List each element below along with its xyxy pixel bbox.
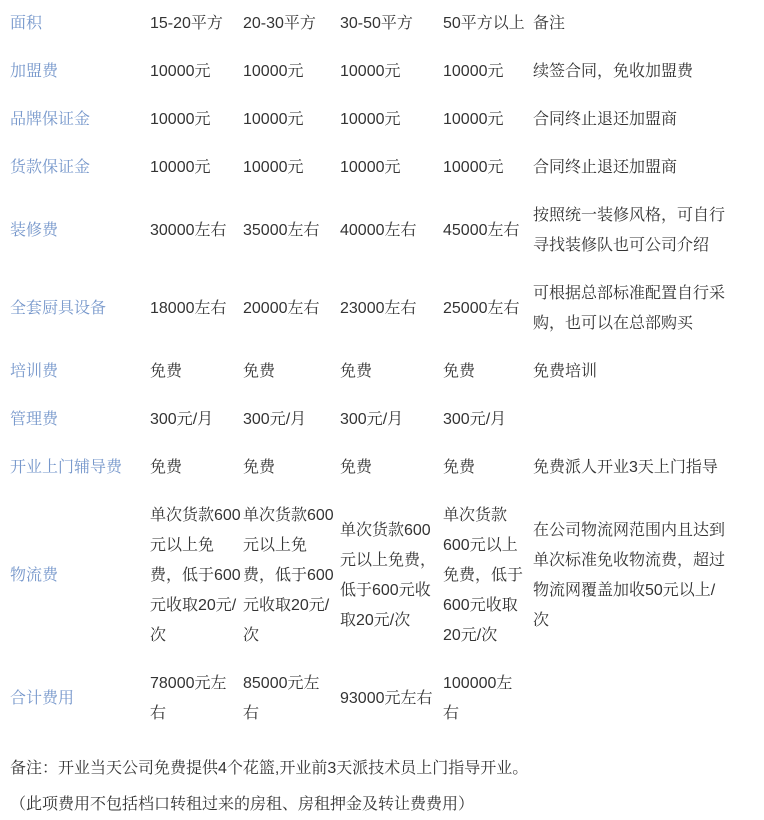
fee-value: 18000左右 (150, 300, 227, 317)
row-label: 合计费用 (10, 690, 75, 707)
column-header: 备注 (533, 15, 566, 32)
franchise-fee-table (10, 0, 764, 738)
fee-value: 免费 (443, 363, 476, 380)
fee-value: 300元/月 (443, 411, 507, 428)
remark-cell: 免费派人开业3天上门指导 (533, 459, 718, 476)
footnote-opening-support: 备注：开业当天公司免费提供4个花篮,开业前3天派技术员上门指导开业。 (10, 760, 529, 777)
fee-value: 25000左右 (443, 300, 520, 317)
fee-value: 单次货款600元以上免费，低于600元收取20元/次 (443, 507, 524, 644)
fee-value: 单次货款600元以上免费，低于600元收取20元/次 (243, 507, 334, 644)
fee-value: 免费 (150, 459, 183, 476)
remark-cell: 免费培训 (533, 363, 598, 380)
row-label: 开业上门辅导费 (10, 459, 123, 476)
fee-value: 23000左右 (340, 300, 417, 317)
fee-value: 35000左右 (243, 222, 320, 239)
fee-value: 10000元 (150, 111, 211, 128)
fee-value: 10000元 (443, 159, 504, 176)
fee-value: 单次货款600元以上免费，低于600元收取20元/次 (150, 507, 241, 644)
fee-value: 10000元 (243, 63, 304, 80)
column-header: 50平方以上 (443, 15, 525, 32)
fee-value: 免费 (443, 459, 476, 476)
fee-value: 10000元 (150, 63, 211, 80)
row-label: 全套厨具设备 (10, 300, 107, 317)
footnotes (10, 752, 764, 820)
row-label: 加盟费 (10, 63, 59, 80)
fee-value: 10000元 (150, 159, 211, 176)
fee-row (10, 192, 764, 270)
fee-value: 单次货款600元以上免费，低于600元收取20元/次 (340, 522, 437, 629)
row-label: 装修费 (10, 222, 59, 239)
fee-value: 93000元左右 (340, 690, 433, 707)
remark-cell: 续签合同，免收加盟费 (533, 63, 694, 80)
fee-row (10, 396, 764, 444)
row-label: 货款保证金 (10, 159, 91, 176)
remark-cell: 合同终止退还加盟商 (533, 159, 678, 176)
remark-cell: 按照统一装修风格，可自行寻找装修队也可公司介绍 (533, 207, 726, 254)
fee-value: 40000左右 (340, 222, 417, 239)
remark-cell: 在公司物流网范围内且达到单次标准免收物流费，超过物流网覆盖加收50元以上/次 (533, 522, 726, 629)
row-label: 品牌保证金 (10, 111, 91, 128)
fee-row (10, 48, 764, 96)
fee-value: 85000元左右 (243, 675, 320, 722)
column-header: 20-30平方 (243, 15, 316, 32)
fee-value: 免费 (243, 363, 276, 380)
column-header: 15-20平方 (150, 15, 223, 32)
fee-value: 78000元左右 (150, 675, 227, 722)
fee-table-body (10, 0, 764, 738)
fee-row (10, 144, 764, 192)
fee-value: 10000元 (340, 159, 401, 176)
remark-cell: 合同终止退还加盟商 (533, 111, 678, 128)
fee-row (10, 660, 764, 738)
fee-value: 免费 (340, 459, 373, 476)
fee-value: 10000元 (443, 111, 504, 128)
fee-value: 30000左右 (150, 222, 227, 239)
fee-row (10, 492, 764, 660)
fee-value: 10000元 (340, 63, 401, 80)
fee-value: 免费 (150, 363, 183, 380)
fee-row (10, 444, 764, 492)
fee-value: 10000元 (340, 111, 401, 128)
remark-cell: 可根据总部标准配置自行采购，也可以在总部购买 (533, 285, 726, 332)
fee-value: 300元/月 (243, 411, 307, 428)
fee-value: 10000元 (243, 111, 304, 128)
row-label-header: 面积 (10, 15, 43, 32)
fee-value: 20000左右 (243, 300, 320, 317)
fee-value: 10000元 (443, 63, 504, 80)
table-header-row (10, 0, 764, 48)
footnote-fee-exclusion: （此项费用不包括档口转租过来的房租、房租押金及转让费费用） (10, 796, 475, 813)
row-label: 培训费 (10, 363, 59, 380)
column-header: 30-50平方 (340, 15, 413, 32)
fee-value: 免费 (340, 363, 373, 380)
row-label: 管理费 (10, 411, 59, 428)
fee-value: 免费 (243, 459, 276, 476)
fee-value: 10000元 (243, 159, 304, 176)
fee-row (10, 348, 764, 396)
fee-row (10, 270, 764, 348)
row-label: 物流费 (10, 567, 59, 584)
remark-cell (533, 660, 764, 738)
fee-row (10, 96, 764, 144)
fee-value: 300元/月 (150, 411, 214, 428)
remark-cell (533, 396, 764, 444)
fee-value: 300元/月 (340, 411, 404, 428)
fee-value: 100000左右 (443, 675, 513, 722)
fee-value: 45000左右 (443, 222, 520, 239)
